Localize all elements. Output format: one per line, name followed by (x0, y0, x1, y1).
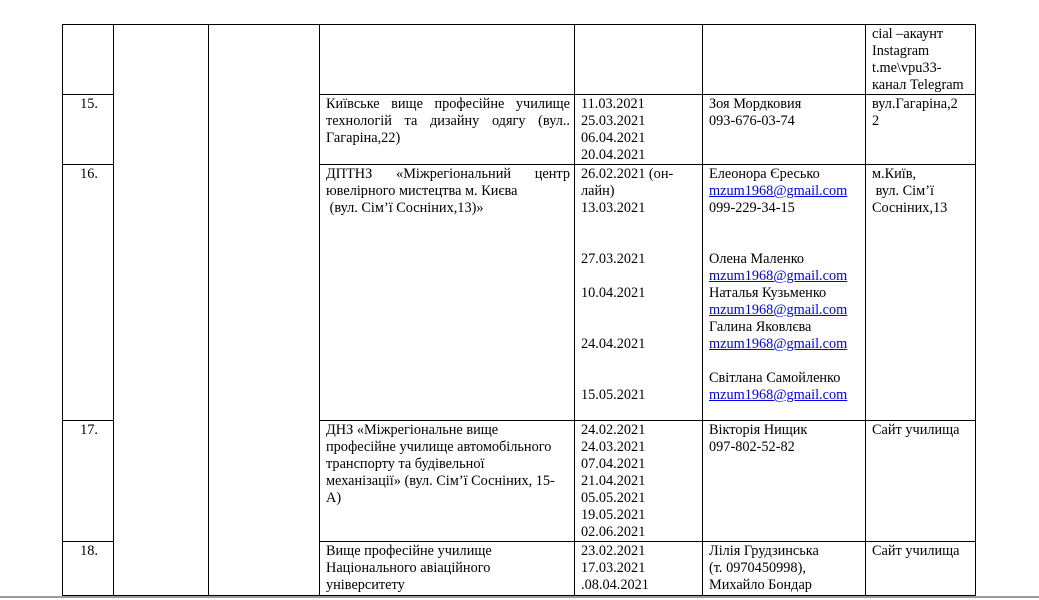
contacts-cell (703, 542, 866, 596)
row-number-cell: 15. (63, 95, 114, 165)
contact-email-link[interactable]: mzum1968@gmail.com (709, 302, 848, 318)
contact-email-link[interactable]: mzum1968@gmail.com (709, 336, 848, 352)
contacts-cell (703, 165, 866, 421)
schools-table (62, 24, 976, 596)
school-name-line: ювелірного мистецтва м. Києва (326, 183, 518, 199)
dates-cell (575, 25, 703, 95)
date-value: 05.05.2021 (581, 490, 646, 506)
address-line: Сайт училища (872, 543, 960, 559)
date-value: 21.04.2021 (581, 473, 646, 489)
school-name-cell (320, 542, 575, 596)
contact-name: Зоя Мордковия (709, 96, 802, 112)
address-cell (866, 165, 976, 421)
contact-email-link[interactable]: mzum1968@gmail.com (709, 387, 848, 403)
address-line: вул.Гагаріна,2 (872, 96, 958, 112)
row-number-cell (63, 25, 114, 95)
spacer (709, 217, 861, 251)
date-value: 27.03.2021 (581, 251, 646, 267)
contact-email-link[interactable]: mzum1968@gmail.com (709, 268, 848, 284)
contact-name: Лілія Грудзинська (709, 543, 819, 559)
spacer (581, 353, 698, 387)
school-name-line: університету (326, 577, 405, 593)
contact-name: Наталья Кузьменко (709, 285, 827, 301)
row-number-cell: 17. (63, 421, 114, 542)
contact-name: Олена Маленко (709, 251, 805, 267)
date-value: 02.06.2021 (581, 524, 646, 540)
school-name-line: Національного авіаційного (326, 560, 491, 576)
address-cell (866, 95, 976, 165)
dates-cell (575, 165, 703, 421)
date-value: 24.03.2021 (581, 439, 646, 455)
school-name-line: Київське вище професійне училище (326, 96, 570, 112)
contact-name: Михайло Бондар (709, 577, 812, 593)
date-value: 25.03.2021 (581, 113, 646, 129)
contacts-cell (703, 25, 866, 95)
school-name-line: механізації» (вул. Сім’ї Сосніних, 15- (326, 473, 555, 489)
school-name-line: А) (326, 490, 342, 506)
dates-cell (575, 421, 703, 542)
date-value: .08.04.2021 (581, 577, 649, 593)
dates-cell (575, 542, 703, 596)
date-value: 20.04.2021 (581, 147, 646, 163)
table-row (63, 25, 976, 95)
school-name-line: транспорту та будівельної (326, 456, 485, 472)
contact-name: Елеонора Єресько (709, 166, 820, 182)
contact-name: Світлана Самойленко (709, 370, 841, 386)
address-cell (866, 421, 976, 542)
date-value: 17.03.2021 (581, 560, 646, 576)
address-line: м.Київ, (872, 166, 917, 182)
contact-phone: 099-229-34-15 (709, 200, 795, 216)
address-line: Сайт училища (872, 422, 960, 438)
date-value: лайн) (581, 183, 615, 199)
empty-column-cell (114, 25, 209, 596)
address-cell (866, 542, 976, 596)
contact-name: Вікторія Нищик (709, 422, 808, 438)
spacer (581, 302, 698, 336)
date-value: 11.03.2021 (581, 96, 645, 112)
address-cell (866, 25, 976, 95)
contact-phone: 097-802-52-82 (709, 439, 795, 455)
date-value: 15.05.2021 (581, 387, 646, 403)
date-value: 06.04.2021 (581, 130, 646, 146)
contacts-cell (703, 421, 866, 542)
address-line: cial –акаунт (872, 26, 944, 42)
address-line: Instagram (872, 43, 930, 59)
address-line: 2 (872, 113, 880, 129)
spacer (581, 268, 698, 285)
row-number-cell: 18. (63, 542, 114, 596)
contacts-cell (703, 95, 866, 165)
contact-name: Галина Яковлєва (709, 319, 812, 335)
empty-column-cell (209, 25, 320, 596)
date-value: 24.04.2021 (581, 336, 646, 352)
date-value: 07.04.2021 (581, 456, 646, 472)
school-name-line: ДПТНЗ «Міжрегіональний центр (326, 166, 570, 182)
date-value: 23.02.2021 (581, 543, 646, 559)
address-line: t.me\vpu33- (872, 60, 942, 76)
school-name-cell (320, 421, 575, 542)
school-name-line: ДНЗ «Міжрегіональне вище (326, 422, 499, 438)
date-value: 13.03.2021 (581, 200, 646, 216)
spacer (709, 353, 861, 370)
school-name-cell (320, 25, 575, 95)
contact-phone: 093-676-03-74 (709, 113, 795, 129)
school-name-line: професійне училище автомобільного (326, 439, 552, 455)
school-name-line: Гагаріна,22) (326, 130, 401, 146)
dates-cell (575, 95, 703, 165)
page-bottom-divider (0, 596, 1039, 598)
spacer (581, 217, 698, 251)
school-name-line: Вище професійне училище (326, 543, 492, 559)
contact-email-link[interactable]: mzum1968@gmail.com (709, 183, 848, 199)
school-name-line: технологій та дизайну одягу (вул.. (326, 113, 570, 129)
school-name-cell (320, 165, 575, 421)
row-number-cell: 16. (63, 165, 114, 421)
contact-phone: (т. 0970450998), (709, 560, 806, 576)
date-value: 10.04.2021 (581, 285, 646, 301)
school-name-line: (вул. Сім’ї Сосніних,13)» (326, 200, 484, 216)
date-value: 19.05.2021 (581, 507, 646, 523)
school-name-cell (320, 95, 575, 165)
date-value: 24.02.2021 (581, 422, 646, 438)
address-line: Сосніних,13 (872, 200, 948, 216)
address-line: вул. Сім’ї (872, 183, 934, 199)
date-value: 26.02.2021 (он- (581, 166, 674, 182)
address-line: канал Telegram (872, 77, 964, 93)
